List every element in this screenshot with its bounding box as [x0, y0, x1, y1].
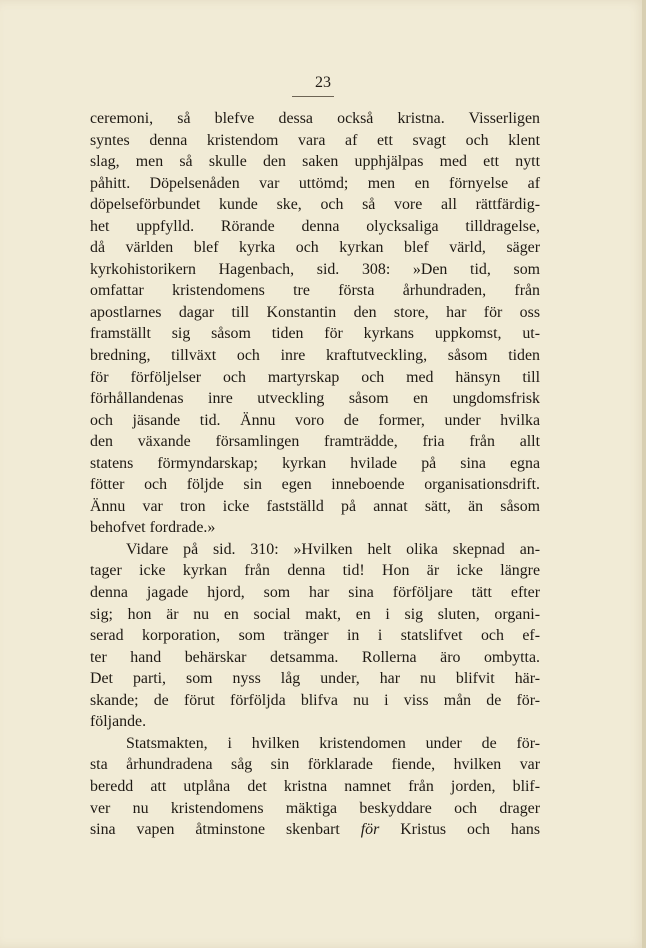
- text-line: Ännu var tron icke fastställd på annat sätt, än såsom: [90, 497, 540, 515]
- text-line: Det parti, som nyss låg under, har nu blifvit här-: [90, 670, 540, 688]
- text-line: sta århundradena såg sin förklarade fiende, hvilken var: [90, 756, 540, 774]
- text-line: statens förmyndarskap; kyrkan hvilade på sina egna: [90, 454, 540, 472]
- text-line: för förföljelser och martyrskap och med hänsyn till: [90, 368, 540, 386]
- text-line: den växande församlingen framträdde, fria från allt: [90, 433, 540, 451]
- text-line: ceremoni, så blefve dessa också kristna. Visserligen: [90, 110, 540, 127]
- text-line: slag, men så skulle den saken upphjälpas med ett nytt: [90, 153, 540, 171]
- text-line: omfattar kristendomens tre första århundraden, från: [90, 282, 540, 300]
- body-text: [90, 108, 540, 841]
- text-line: bredning, tillväxt och inre kraftutveckling, såsom tiden: [90, 347, 540, 365]
- text-line: het uppfylld. Rörande denna olycksaliga tilldragelse,: [90, 217, 540, 235]
- text-line: behofvet fordrade.»: [90, 519, 216, 537]
- text-line: denna jagade hjord, som har sina förföljare tätt efter: [90, 584, 540, 602]
- text-line: serad korporation, som tränger in i statslifvet och ef-: [90, 627, 540, 645]
- text-line: kyrkohistorikern Hagenbach, sid. 308: »Den tid, som: [90, 260, 540, 278]
- page-number: 23: [315, 74, 331, 91]
- text-line: skande; de förut förföljda blifva nu i viss mån de för-: [90, 691, 540, 709]
- text-line: beredd att utplåna det kristna namnet från jorden, blif-: [90, 777, 540, 795]
- text-line: ver nu kristendomens mäktiga beskyddare och drager: [90, 799, 540, 817]
- text-line: Statsmakten, i hvilken kristendomen under de för-: [126, 734, 540, 752]
- text-line: sig; hon är nu en social makt, en i sig sluten, organi-: [90, 605, 540, 623]
- page-edge: [642, 0, 646, 948]
- text-line: påhitt. Döpelsenåden var uttömd; men en förnyelse af: [90, 174, 540, 192]
- text-line: då världen blef kyrka och kyrkan blef värld, säger: [90, 239, 540, 257]
- text-line: sina vapen åtminstone skenbart för Kristus och hans: [90, 821, 541, 839]
- text-line: följande.: [90, 713, 147, 731]
- page-number-rule: [292, 96, 334, 97]
- text-line: framställt sig såsom tiden för kyrkans uppkomst, ut-: [90, 325, 540, 343]
- text-line: Vidare på sid. 310: »Hvilken helt olika skepnad an-: [126, 540, 540, 558]
- text-line: ter hand behärskar detsamma. Rollerna äro ombytta.: [90, 648, 540, 666]
- text-line: döpelseförbundet kunde ske, och så vore all rättfärdig-: [90, 196, 540, 214]
- text-line: fötter och följde sin egen inneboende organisationsdrift.: [90, 476, 540, 494]
- text-line: förhållandenas inre utveckling såsom en ungdomsfrisk: [90, 390, 540, 408]
- text-line: och jäsande tid. Ännu voro de former, under hvilka: [90, 411, 540, 429]
- emphasized-word: för: [360, 821, 380, 839]
- text-line: tager icke kyrkan från denna tid! Hon är icke längre: [90, 562, 540, 580]
- text-line: syntes denna kristendom vara af ett svagt och klent: [90, 131, 540, 149]
- text-line: apostlarnes dagar till Konstantin den store, har för oss: [90, 303, 540, 321]
